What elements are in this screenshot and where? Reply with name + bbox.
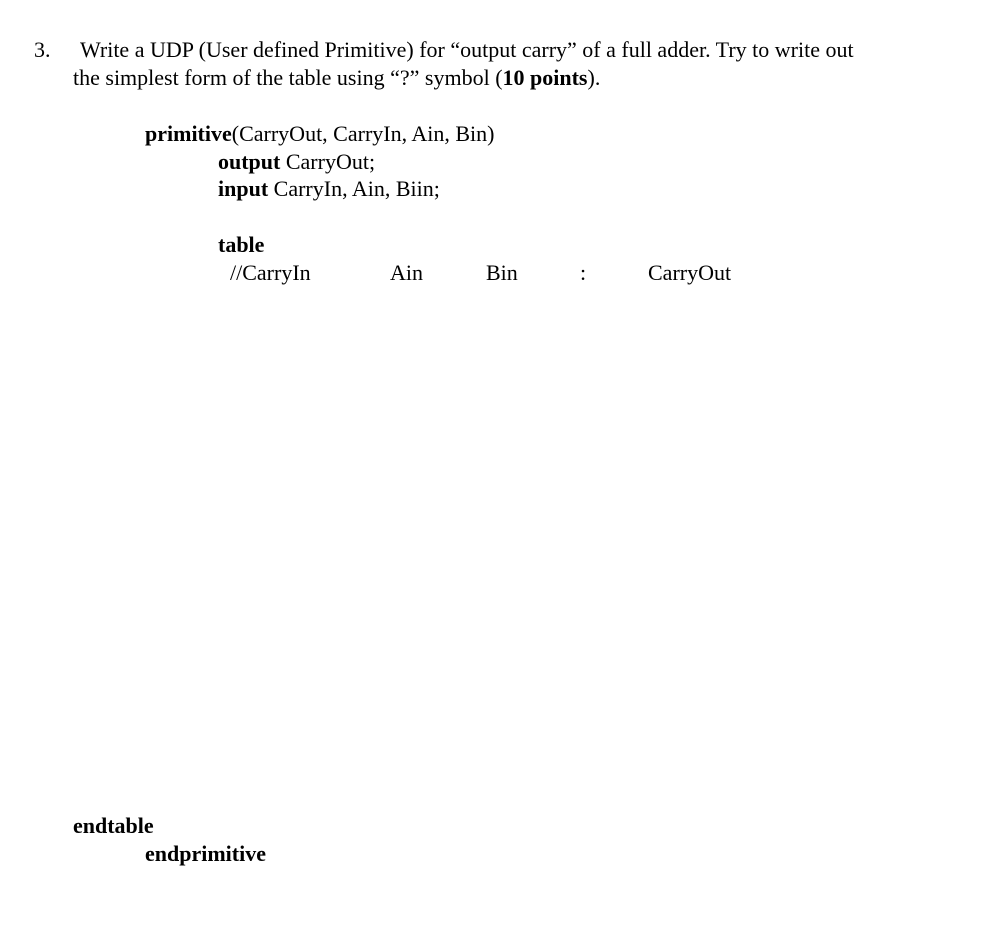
endprimitive-keyword: endprimitive xyxy=(145,841,266,866)
header-ain: Ain xyxy=(390,260,423,285)
header-carryin: //CarryIn xyxy=(230,260,311,285)
primitive-keyword: primitive xyxy=(145,121,232,146)
points-label: 10 points xyxy=(502,65,588,90)
input-declaration xyxy=(218,178,440,200)
primitive-declaration xyxy=(145,123,495,145)
header-bin: Bin xyxy=(486,260,518,285)
primitive-arguments: (CarryOut, CarryIn, Ain, Bin) xyxy=(231,121,495,146)
input-ports: CarryIn, Ain, Biin; xyxy=(268,176,440,201)
endtable-keyword: endtable xyxy=(73,813,154,838)
input-keyword: input xyxy=(218,176,269,201)
question-text-line-1: Write a UDP (User defined Primitive) for “output carry” of a full adder. Try to write out xyxy=(80,37,854,62)
output-ports: CarryOut; xyxy=(280,149,376,174)
header-separator: : xyxy=(580,260,587,285)
output-declaration xyxy=(218,151,375,173)
table-keyword: table xyxy=(218,232,265,257)
question-text-line-2 xyxy=(73,67,600,89)
header-carryout: CarryOut xyxy=(648,260,732,285)
question-text-line-2-start: the simplest form of the table using “?” symbol ( xyxy=(73,65,503,90)
question-text-line-2-end: ). xyxy=(587,65,601,90)
question-number: 3. xyxy=(34,37,51,62)
output-keyword: output xyxy=(218,149,281,174)
